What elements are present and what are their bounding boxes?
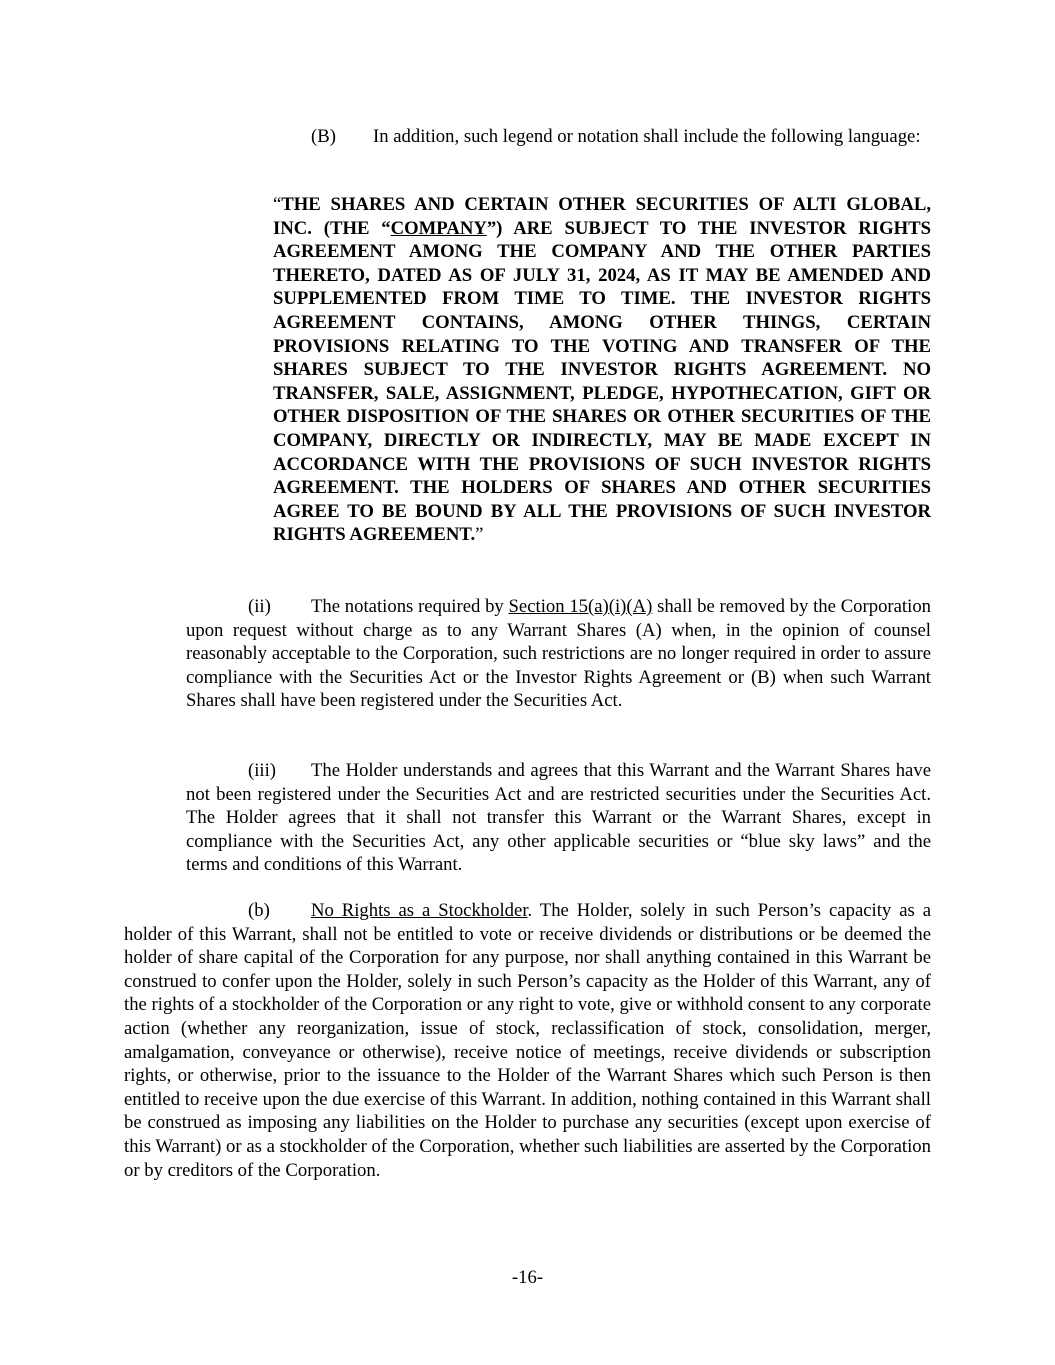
paragraph-ii: (ii) The notations required by Section 15(a)(i)(A) shall be removed by the Corporation upon request without charge as to any Warrant Shares (A) when, in the opinion of counsel reasonably acceptable to the Corporation, such restrictions are no longer required in order to assure compliance with the Securities Act or the Investor Rights Agreement or (B) when such Warrant Shares shall have been registered under the Securities Act. [186, 596, 932, 712]
paragraph-text: . The Holder, solely in such Person’s capacity as a holder of this Warrant, shall not be entitled to vote or receive dividends or distributions or be deemed the holder of share capital of the Corporation for any purpose, nor shall anything contained in this Warrant be construed to confer upon the Holder, solely in such Person’s capacity as the Holder of this Warrant, any of the rights of a stockholder of the Corporation or any right to vote, give or withhold consent to any corporate action (whether any reorganization, issue of stock, reclassification of stock, consolidation, merger, amalgamation, conveyance or otherwise), receive notice of meetings, receive dividends or subscription rights, or otherwise, prior to the issuance to the Holder of the Warrant Shares which such Person is then entitled to receive upon the due exercise of this Warrant. In addition, nothing contained in this Warrant shall be construed as imposing any liabilities on the Holder to purchase any securities (except upon exercise of this Warrant) or as a stockholder of the Corporation, whether such liabilities are asserted by the Corporation or by creditors of the Corporation. [124, 900, 931, 1181]
paragraph-label: (B) [311, 126, 336, 147]
paragraph-b-legend-intro [249, 125, 931, 149]
legend-text: “THE SHARES AND CERTAIN OTHER SECURITIES OF ALTI GLOBAL, INC. (THE “COMPANY”) ARE SUBJECT TO THE INVESTOR RIGHTS AGREEMENT AMONG THE COMPANY AND THE OTHER PARTIES THERETO, DATED AS OF JULY 31, 2024, AS IT MAY BE AMENDED AND SUPPLEMENTED FROM TIME TO TIME. THE INVESTOR RIGHTS AGREEMENT CONTAINS, AMONG OTHER THINGS, CERTAIN PROVISIONS RELATING TO THE VOTING AND TRANSFER OF THE SHARES SUBJECT TO THE INVESTOR RIGHTS AGREEMENT. NO TRANSFER, SALE, ASSIGNMENT, PLEDGE, HYPOTHECATION, GIFT OR OTHER DISPOSITION OF THE SHARES OR OTHER SECURITIES OF THE COMPANY, DIRECTLY OR INDIRECTLY, MAY BE MADE EXCEPT IN ACCORDANCE WITH THE PROVISIONS OF SUCH INVESTOR RIGHTS AGREEMENT. THE HOLDERS OF SHARES AND OTHER SECURITIES AGREE TO BE BOUND BY ALL THE PROVISIONS OF SUCH INVESTOR RIGHTS AGREEMENT.” [273, 194, 932, 546]
defined-term: COMPANY [390, 217, 487, 239]
paragraph-label: (b) [248, 900, 270, 921]
paragraph-label: (ii) [248, 596, 271, 617]
page-number: -16- [511, 1267, 544, 1288]
section-reference: Section 15(a)(i)(A) [508, 596, 653, 617]
paragraph-text: In addition, such legend or notation shall include the following language: [373, 126, 921, 147]
section-heading: No Rights as a Stockholder [311, 900, 528, 921]
paragraph-label: (iii) [248, 760, 277, 781]
paragraph-b-no-rights [124, 899, 931, 1182]
paragraph-iii [186, 759, 931, 877]
paragraph-text: The Holder understands and agrees that this Warrant and the Warrant Shares have not been registered under the Securities Act and are restricted securities under the Securities Act. The Holder agrees that it shall not transfer this Warrant or the Warrant Shares, except in compliance with the Securities Act, any other applicable securities or “blue sky laws” and the terms and conditions of this Warrant. [186, 760, 931, 876]
